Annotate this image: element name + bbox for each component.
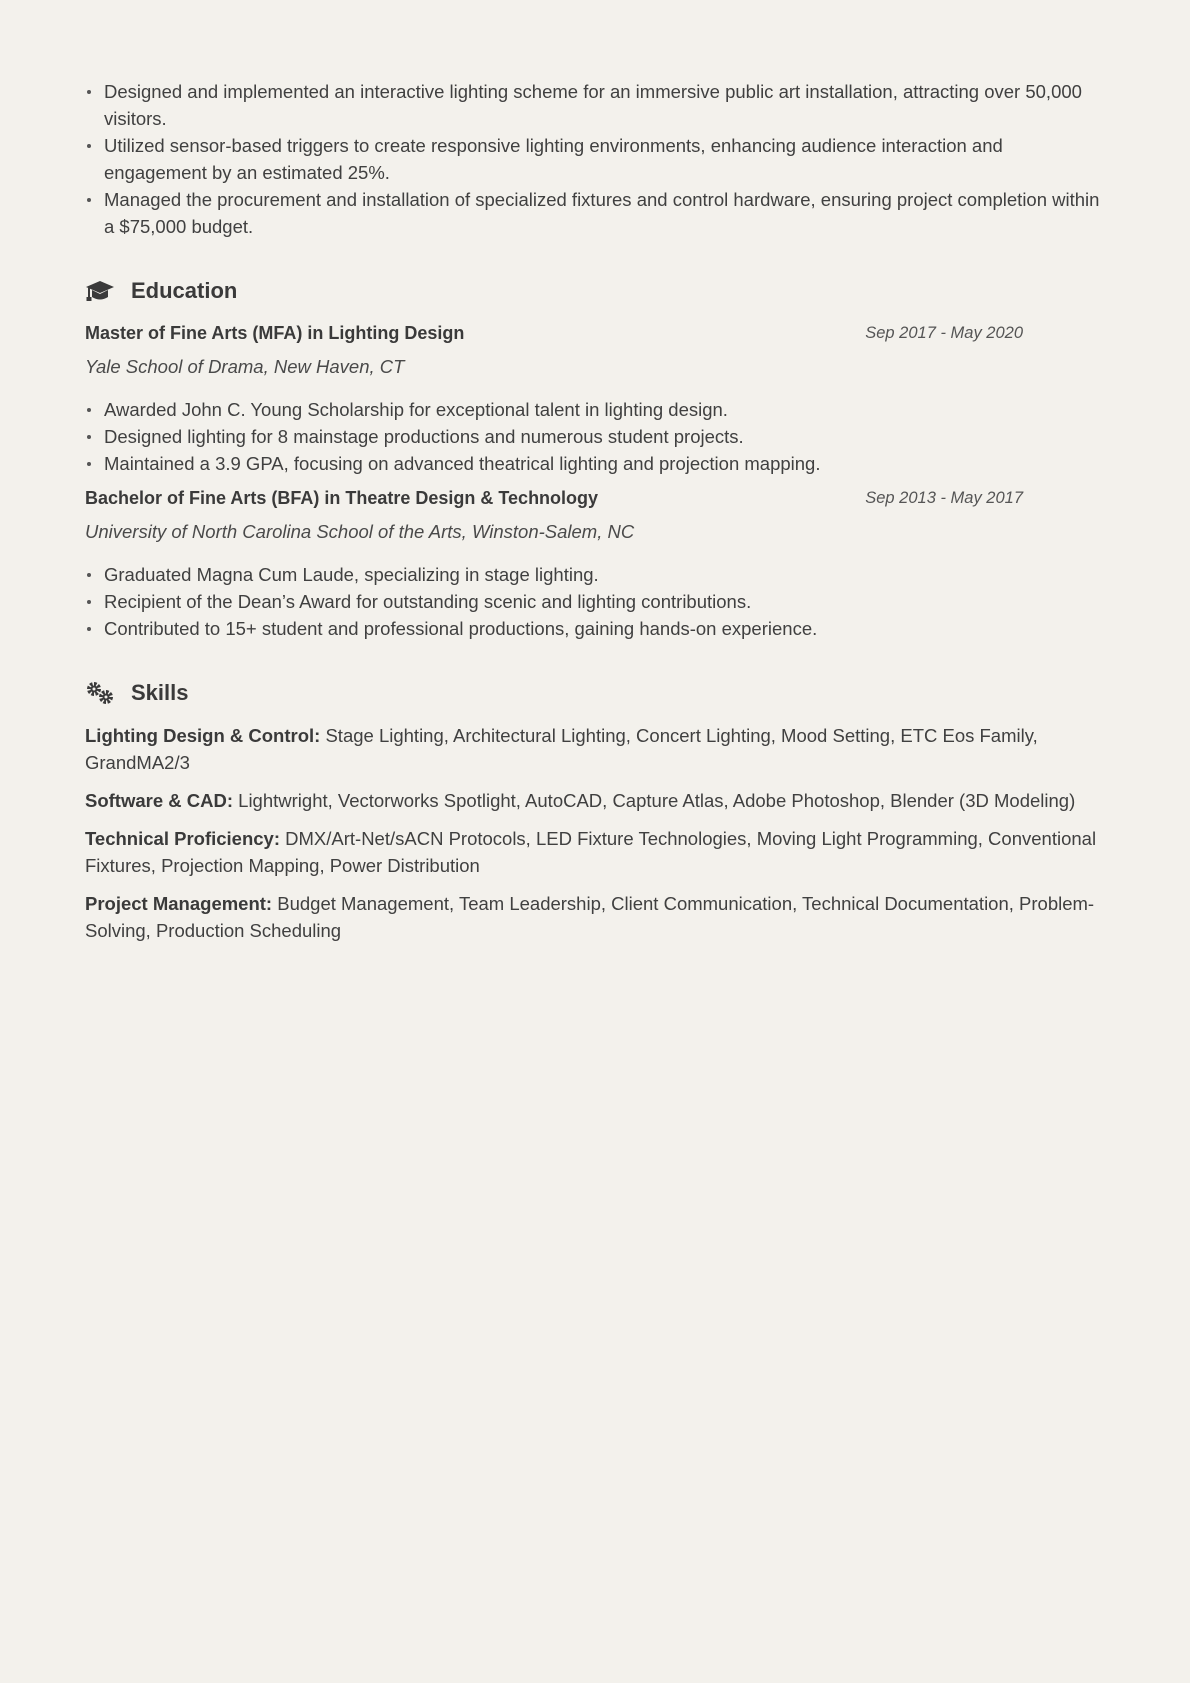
degree: Master of Fine Arts (MFA) in Lighting Design [85, 323, 465, 343]
dates: Sep 2017 - May 2020 [865, 324, 1023, 342]
skill-label: Technical Proficiency: [85, 828, 280, 849]
education-header [85, 278, 1107, 304]
skill-label: Project Management: [85, 893, 273, 914]
skill-row [85, 787, 1107, 814]
institution: University of North Carolina School of the Arts, Winston-Salem, NC [85, 521, 635, 542]
dates: Sep 2013 - May 2017 [865, 489, 1023, 507]
skill-value: DMX/Art-Net/sACN Protocols, LED Fixture Technologies, Moving Light Programming, Conventional Fixtures, Projection Mapping, Power Distribution [85, 828, 1097, 876]
skill-value: Lightwright, Vectorworks Spotlight, AutoCAD, Capture Atlas, Adobe Photoshop, Blender (3D Modeling) [238, 790, 1076, 811]
experience-bullets [85, 78, 1107, 240]
list-item: Designed lighting for 8 mainstage productions and numerous student projects. [104, 423, 1107, 450]
skill-row [85, 722, 1107, 776]
skill-value: Stage Lighting, Architectural Lighting, Concert Lighting, Mood Setting, ETC Eos Family, GrandMA2/3 [85, 725, 1038, 773]
list-item: Awarded John C. Young Scholarship for exceptional talent in lighting design. [104, 396, 1107, 423]
education-entry [85, 485, 1107, 642]
gears-icon [85, 681, 115, 705]
list-item: Managed the procurement and installation of specialized fixtures and control hardware, ensuring project completion within a $75,000 budget. [104, 186, 1107, 240]
skill-value: Budget Management, Team Leadership, Client Communication, Technical Documentation, Problem-Solving, Production Scheduling [85, 893, 1095, 941]
resume-page [85, 78, 1107, 955]
list-item: Utilized sensor-based triggers to create responsive lighting environments, enhancing audience interaction and engagement by an estimated 25%. [104, 132, 1107, 186]
education-entry [85, 320, 1107, 477]
list-item: Graduated Magna Cum Laude, specializing in stage lighting. [104, 561, 1107, 588]
skill-row [85, 890, 1107, 944]
list-item: Designed and implemented an interactive lighting scheme for an immersive public art installation, attracting over 50,000 visitors. [104, 78, 1107, 132]
section-title: Skills [131, 680, 189, 705]
institution: Yale School of Drama, New Haven, CT [85, 356, 405, 377]
skill-label: Lighting Design & Control: [85, 725, 321, 746]
list-item: Recipient of the Dean’s Award for outstanding scenic and lighting contributions. [104, 588, 1107, 615]
skill-label: Software & CAD: [85, 790, 234, 811]
skills-header [85, 680, 1107, 706]
degree: Bachelor of Fine Arts (BFA) in Theatre Design & Technology [85, 488, 599, 508]
section-title: Education [131, 278, 238, 303]
list-item: Contributed to 15+ student and professional productions, gaining hands-on experience. [104, 615, 1107, 642]
graduation-cap-icon [85, 279, 115, 303]
list-item: Maintained a 3.9 GPA, focusing on advanced theatrical lighting and projection mapping. [104, 450, 1107, 477]
skill-row [85, 825, 1107, 879]
